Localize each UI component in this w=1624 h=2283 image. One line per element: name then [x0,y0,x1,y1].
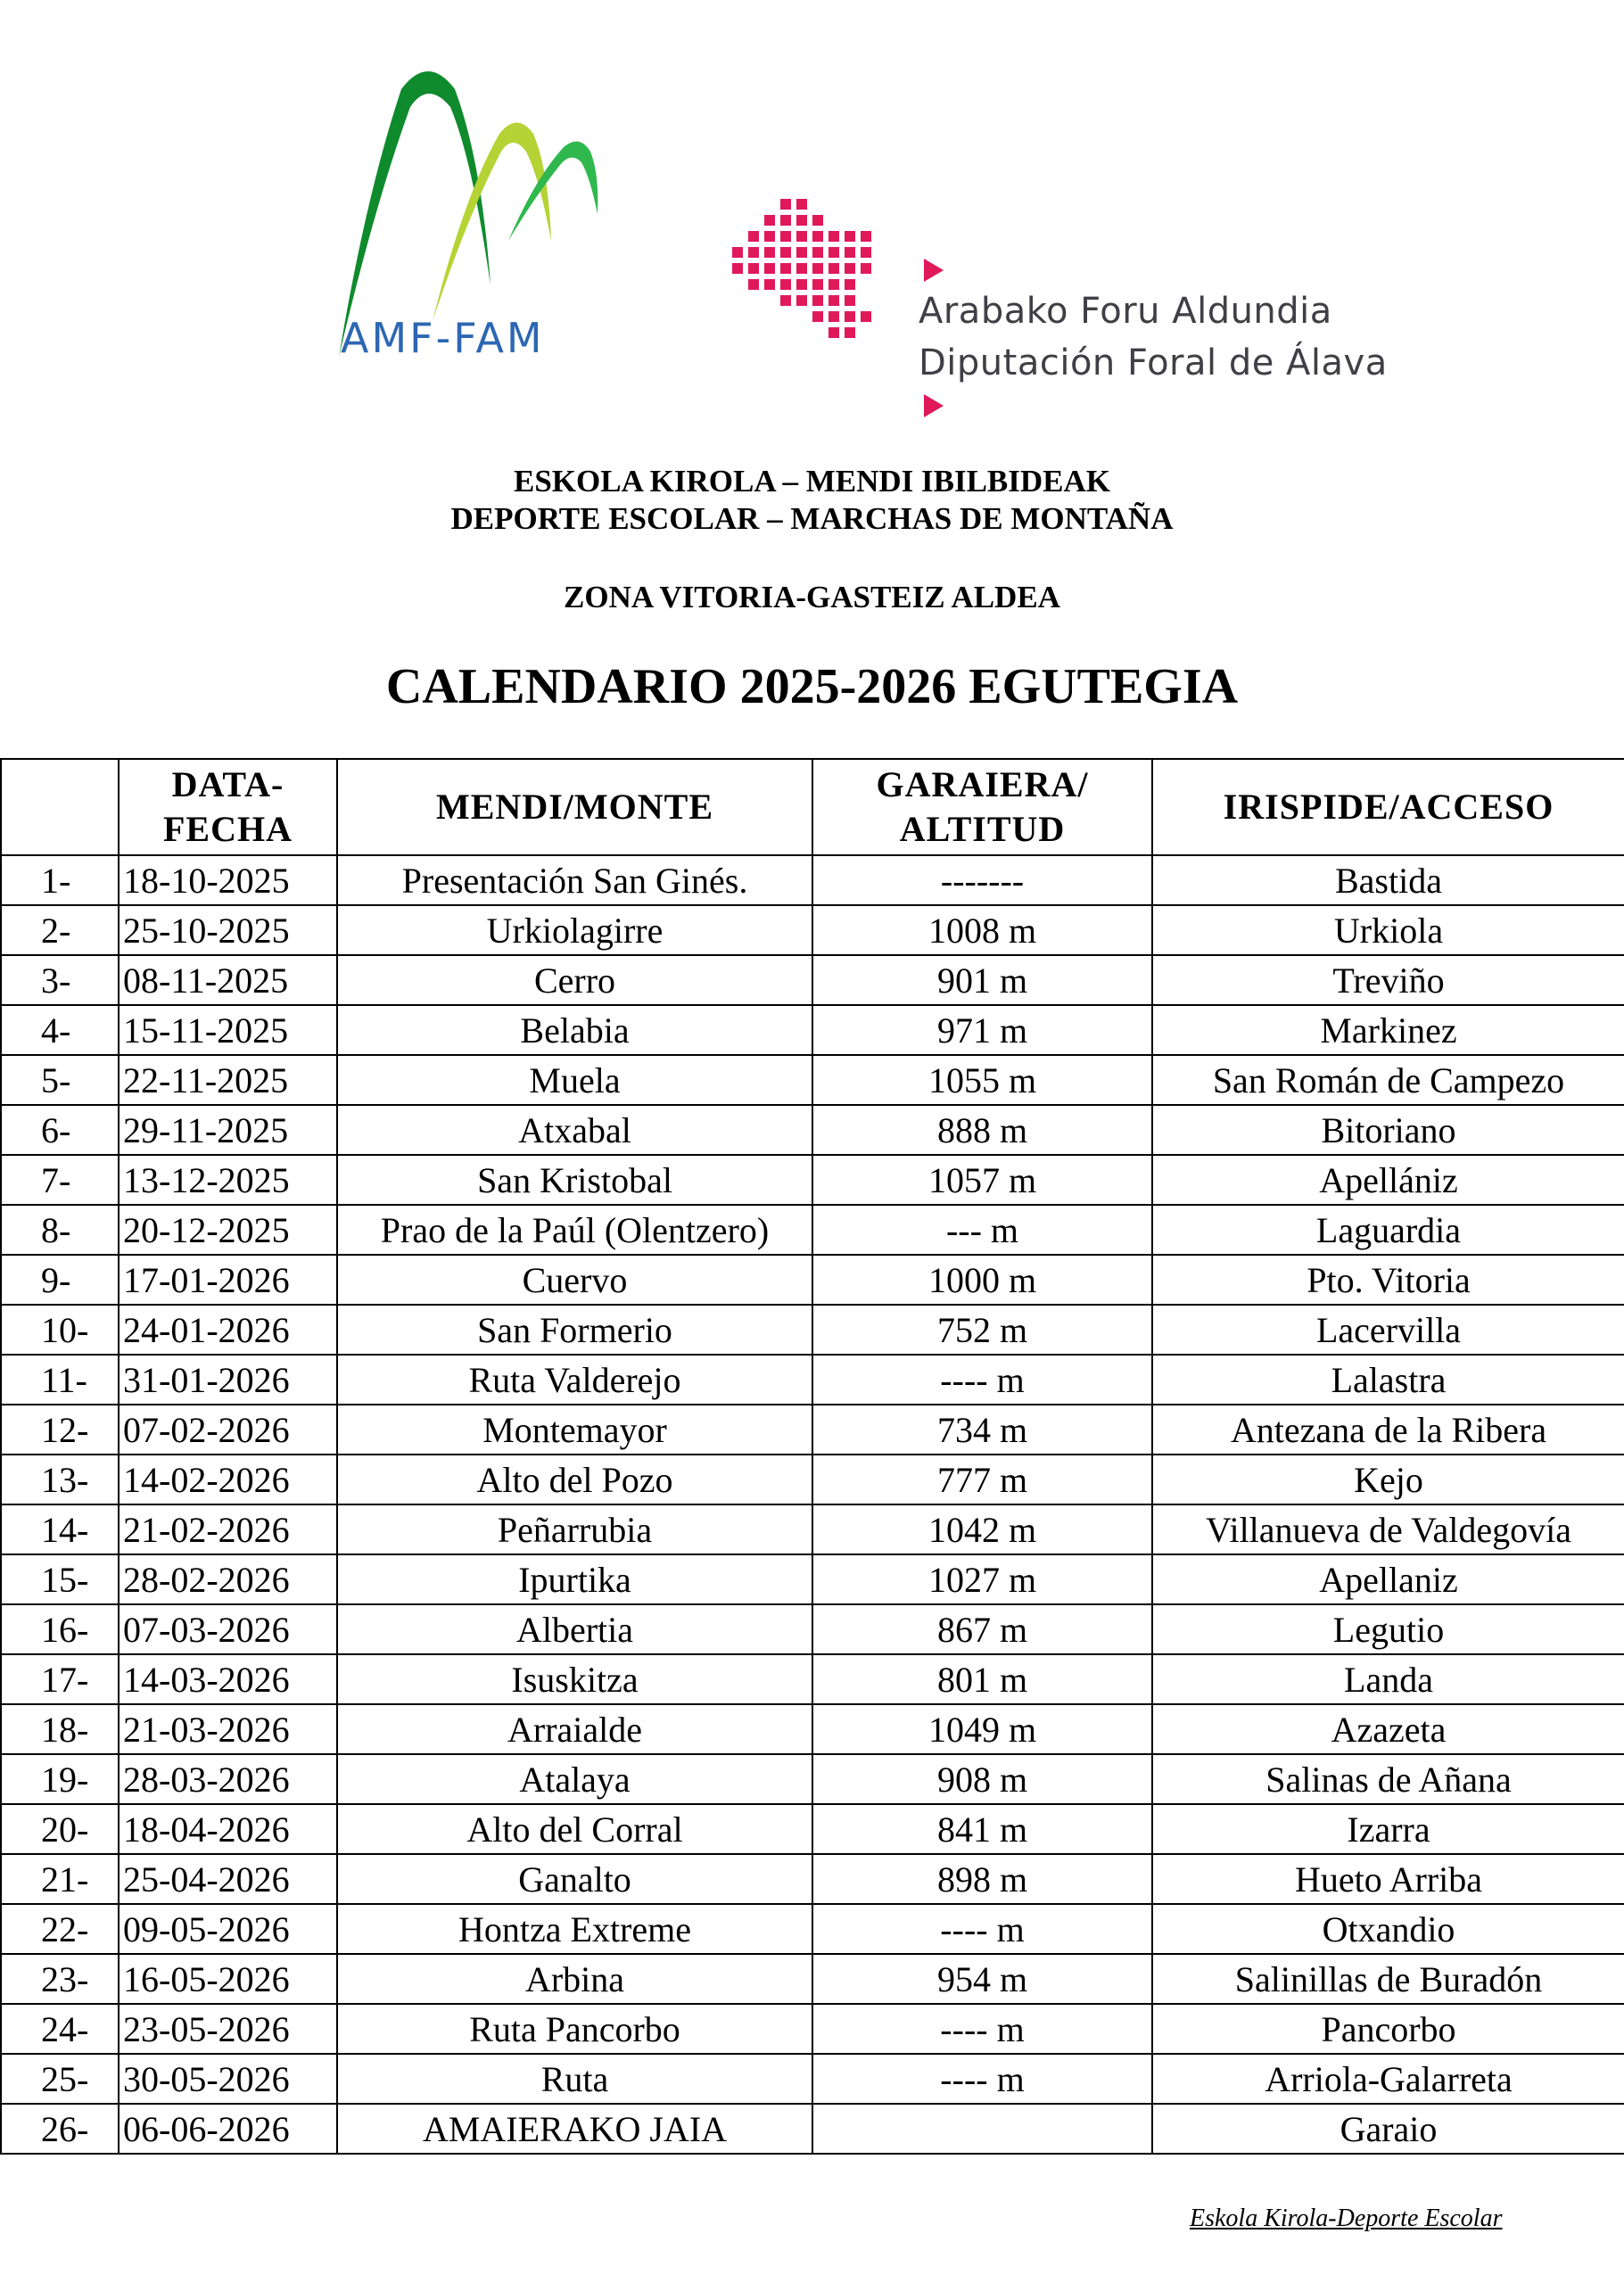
row-date: 15-11-2025 [119,1005,337,1055]
col-header-altitude-line2: ALTITUD [899,809,1066,849]
row-number: 9- [1,1255,119,1305]
table-row [1,1155,1624,1205]
row-access: Apellaniz [1152,1554,1624,1604]
row-mountain: Isuskitza [337,1654,812,1704]
row-mountain: Cuervo [337,1255,812,1305]
row-altitude: --- m [812,1205,1152,1255]
table-row [1,1055,1624,1105]
row-date: 13-12-2025 [119,1155,337,1205]
row-altitude: 1008 m [812,905,1152,955]
row-altitude: 1027 m [812,1554,1152,1604]
row-date: 08-11-2025 [119,955,337,1005]
row-mountain: Alto del Pozo [337,1455,812,1504]
row-mountain: Presentación San Ginés. [337,855,812,905]
row-date: 14-03-2026 [119,1654,337,1704]
row-altitude: 1057 m [812,1155,1152,1205]
row-mountain: Ruta [337,2054,812,2104]
amf-arc-lime [433,123,551,322]
row-mountain: Peñarrubia [337,1504,812,1554]
row-date: 18-10-2025 [119,855,337,905]
row-mountain: Alto del Corral [337,1804,812,1854]
row-altitude: 971 m [812,1005,1152,1055]
table-header-row [1,759,1624,855]
row-access: Laguardia [1152,1205,1624,1255]
row-altitude: ---- m [812,1904,1152,1954]
row-mountain: Cerro [337,955,812,1005]
row-number: 14- [1,1504,119,1554]
row-access: Hueto Arriba [1152,1854,1624,1904]
row-mountain: Atxabal [337,1105,812,1155]
amf-logo-text: AMF-FAM [341,314,545,362]
row-access: Azazeta [1152,1704,1624,1754]
table-row [1,2104,1624,2154]
row-date: 20-12-2025 [119,1205,337,1255]
row-date: 09-05-2026 [119,1904,337,1954]
row-access: Treviño [1152,955,1624,1005]
row-number: 21- [1,1854,119,1904]
row-mountain: Atalaya [337,1754,812,1804]
row-altitude: 1042 m [812,1504,1152,1554]
footer-text: Eskola Kirola-Deporte Escolar [1190,2205,1503,2232]
row-date: 23-05-2026 [119,2004,337,2054]
row-number: 13- [1,1455,119,1504]
row-altitude: 1049 m [812,1704,1152,1754]
row-date: 30-05-2026 [119,2054,337,2104]
row-date: 07-03-2026 [119,1604,337,1654]
row-date: 14-02-2026 [119,1455,337,1504]
row-altitude: 1000 m [812,1255,1152,1305]
row-access: Markinez [1152,1005,1624,1055]
row-number: 17- [1,1654,119,1704]
row-altitude: 901 m [812,955,1152,1005]
row-number: 3- [1,955,119,1005]
row-number: 5- [1,1055,119,1105]
amf-fam-logo [330,62,651,370]
table-row [1,1005,1624,1055]
row-number: 22- [1,1904,119,1954]
row-access: Apellániz [1152,1155,1624,1205]
row-date: 21-02-2026 [119,1504,337,1554]
row-mountain: Arraialde [337,1704,812,1754]
table-row [1,1255,1624,1305]
table-row [1,955,1624,1005]
row-number: 10- [1,1305,119,1355]
table-row [1,855,1624,905]
col-header-date-line1: DATA- [171,764,284,804]
row-number: 25- [1,2054,119,2104]
col-header-mountain: MENDI/MONTE [337,759,812,855]
row-access: Bastida [1152,855,1624,905]
row-mountain: Muela [337,1055,812,1105]
row-mountain: Montemayor [337,1405,812,1455]
table-row [1,1105,1624,1155]
table-row [1,1205,1624,1255]
afa-arrow-bottom [924,394,944,417]
row-access: Arriola-Galarreta [1152,2054,1624,2104]
amf-arc-green [508,142,598,241]
calendar-body [1,855,1624,2154]
row-date: 22-11-2025 [119,1055,337,1105]
table-row [1,905,1624,955]
table-row [1,1954,1624,2004]
row-access: Villanueva de Valdegovía [1152,1504,1624,1554]
table-row [1,1504,1624,1554]
table-row [1,1854,1624,1904]
table-row [1,1904,1624,1954]
table-row [1,1704,1624,1754]
row-access: Antezana de la Ribera [1152,1405,1624,1455]
row-altitude: 908 m [812,1754,1152,1804]
row-number: 18- [1,1704,119,1754]
row-altitude: 898 m [812,1854,1152,1904]
row-mountain: San Kristobal [337,1155,812,1205]
row-date: 16-05-2026 [119,1954,337,2004]
row-mountain: Urkiolagirre [337,905,812,955]
col-header-date-line2: FECHA [163,809,293,849]
row-number: 26- [1,2104,119,2154]
row-number: 2- [1,905,119,955]
row-mountain: Albertia [337,1604,812,1654]
row-number: 16- [1,1604,119,1654]
header-line-1: ESKOLA KIROLA – MENDI IBILBIDEAK [513,464,1111,499]
row-access: Landa [1152,1654,1624,1704]
row-access: Garaio [1152,2104,1624,2154]
row-number: 6- [1,1105,119,1155]
col-header-altitude-line1: GARAIERA/ [876,764,1089,804]
row-date: 21-03-2026 [119,1704,337,1754]
row-access: Lalastra [1152,1355,1624,1405]
row-altitude: 888 m [812,1105,1152,1155]
row-altitude: ---- m [812,2054,1152,2104]
row-date: 06-06-2026 [119,2104,337,2154]
row-number: 23- [1,1954,119,2004]
row-number: 19- [1,1754,119,1804]
row-access: Otxandio [1152,1904,1624,1954]
row-number: 11- [1,1355,119,1405]
row-date: 24-01-2026 [119,1305,337,1355]
table-row [1,2004,1624,2054]
row-altitude: 867 m [812,1604,1152,1654]
table-row [1,1305,1624,1355]
row-altitude: ------- [812,855,1152,905]
calendar-table [0,758,1624,2155]
row-access: Izarra [1152,1804,1624,1854]
row-access: San Román de Campezo [1152,1055,1624,1105]
row-date: 28-03-2026 [119,1754,337,1804]
row-date: 07-02-2026 [119,1405,337,1455]
row-number: 4- [1,1005,119,1055]
row-mountain: Prao de la Paúl (Olentzero) [337,1205,812,1255]
row-date: 18-04-2026 [119,1804,337,1854]
row-mountain: Ganalto [337,1854,812,1904]
row-mountain: Hontza Extreme [337,1904,812,1954]
row-date: 17-01-2026 [119,1255,337,1305]
afa-name-basque: Arabako Foru Aldundia [919,291,1332,332]
header-line-2: DEPORTE ESCOLAR – MARCHAS DE MONTAÑA [450,501,1174,536]
afa-name-spanish: Diputación Foral de Álava [919,342,1388,383]
row-mountain: Ipurtika [337,1554,812,1604]
row-altitude [812,2104,1152,2154]
row-number: 8- [1,1205,119,1255]
row-altitude: 801 m [812,1654,1152,1704]
table-row [1,1355,1624,1405]
table-row [1,1604,1624,1654]
col-header-number [1,759,119,855]
row-access: Legutio [1152,1604,1624,1654]
row-altitude: ---- m [812,2004,1152,2054]
row-number: 15- [1,1554,119,1604]
table-row [1,1405,1624,1455]
row-number: 24- [1,2004,119,2054]
row-date: 31-01-2026 [119,1355,337,1405]
row-number: 12- [1,1405,119,1455]
row-mountain: San Formerio [337,1305,812,1355]
table-row [1,2054,1624,2104]
row-access: Pto. Vitoria [1152,1255,1624,1305]
zone-heading: ZONA VITORIA-GASTEIZ ALDEA [564,580,1060,614]
row-access: Salinillas de Buradón [1152,1954,1624,2004]
row-access: Lacervilla [1152,1305,1624,1355]
row-altitude: ---- m [812,1355,1152,1405]
row-access: Pancorbo [1152,2004,1624,2054]
row-access: Salinas de Añana [1152,1754,1624,1804]
row-altitude: 777 m [812,1455,1152,1504]
table-row [1,1804,1624,1854]
row-mountain: AMAIERAKO JAIA [337,2104,812,2154]
row-date: 25-10-2025 [119,905,337,955]
row-altitude: 954 m [812,1954,1152,2004]
row-date: 28-02-2026 [119,1554,337,1604]
row-access: Kejo [1152,1455,1624,1504]
row-number: 20- [1,1804,119,1854]
col-header-access: IRISPIDE/ACCESO [1152,759,1624,855]
table-row [1,1754,1624,1804]
row-mountain: Ruta Valderejo [337,1355,812,1405]
row-mountain: Arbina [337,1954,812,2004]
row-date: 25-04-2026 [119,1854,337,1904]
row-number: 1- [1,855,119,905]
row-mountain: Ruta Pancorbo [337,2004,812,2054]
table-row [1,1455,1624,1504]
table-row [1,1654,1624,1704]
row-altitude: 752 m [812,1305,1152,1355]
row-date: 29-11-2025 [119,1105,337,1155]
row-number: 7- [1,1155,119,1205]
col-header-altitude [812,759,1152,855]
row-access: Urkiola [1152,905,1624,955]
row-altitude: 1055 m [812,1055,1152,1105]
col-header-date [119,759,337,855]
row-altitude: 734 m [812,1405,1152,1455]
row-access: Bitoriano [1152,1105,1624,1155]
table-row [1,1554,1624,1604]
afa-arrow-top [924,259,944,282]
page-title: CALENDARIO 2025-2026 EGUTEGIA [385,659,1239,714]
afa-logo-mark [727,194,887,359]
row-mountain: Belabia [337,1005,812,1055]
row-altitude: 841 m [812,1804,1152,1854]
